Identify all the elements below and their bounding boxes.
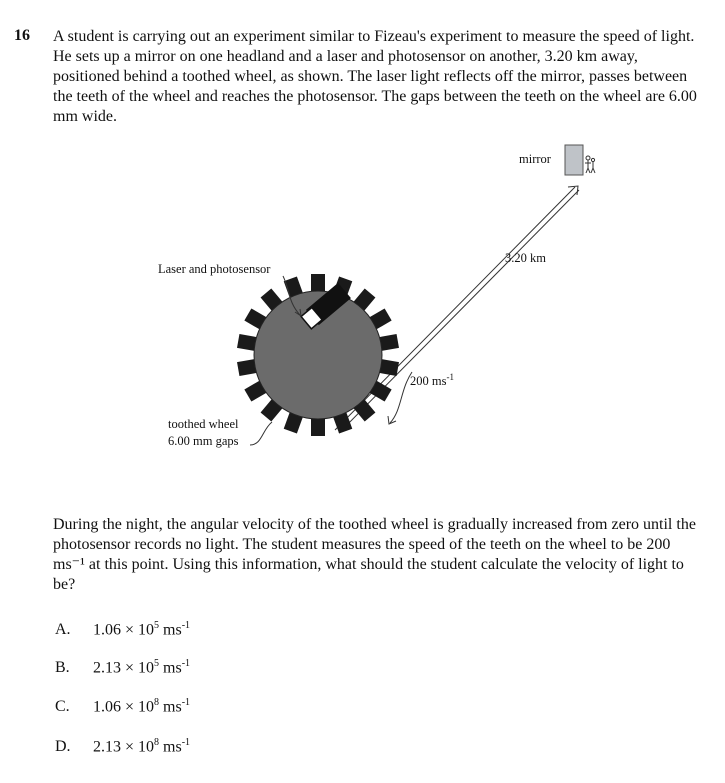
distance-label: 3.20 km	[505, 251, 546, 265]
option-unit-exponent: -1	[181, 658, 191, 669]
option-letter: C.	[55, 698, 70, 716]
option-a[interactable]	[55, 620, 190, 639]
speed-label: 200 $ms^{-1}$	[410, 372, 454, 388]
light-beam	[335, 187, 579, 433]
option-d[interactable]	[55, 737, 190, 756]
toothed-wheel	[237, 274, 399, 436]
option-exponent: 8	[154, 737, 160, 748]
option-unit: ms	[159, 621, 182, 639]
option-exponent: 5	[154, 658, 160, 669]
option-b[interactable]	[55, 658, 190, 677]
option-unit: ms	[159, 698, 182, 716]
option-unit-exponent: -1	[181, 620, 191, 631]
option-exponent: 5	[154, 620, 160, 631]
option-unit-exponent: -1	[181, 697, 191, 708]
fizeau-diagram	[0, 135, 725, 515]
rotation-arrow	[390, 372, 412, 423]
question-number: 16	[14, 27, 30, 44]
wheel-label-line2: 6.00 mm gaps	[168, 434, 239, 448]
option-c[interactable]	[55, 697, 190, 716]
option-unit: ms	[159, 659, 182, 677]
option-mantissa: 2.13 × 10	[93, 659, 155, 677]
beam-arrow-head	[568, 186, 578, 195]
wheel-label-line1: toothed wheel	[168, 417, 239, 431]
laser-label: Laser and photosensor	[158, 262, 271, 276]
option-letter: A.	[55, 621, 71, 639]
option-unit: ms	[159, 738, 182, 756]
question-intro: A student is carrying out an experiment similar to Fizeau's experiment to measure the speed of light. He sets up a mirror on one headland and a laser and photosensor on another, 3.20 km away, positioned behind a toothed wheel, as shown. The laser light reflects off the mirror, passes between the teeth of the wheel and reaches the photosensor. The gaps between the teeth on the wheel are 6.00 mm wide.	[53, 28, 697, 125]
option-mantissa: 1.06 × 10	[93, 698, 155, 716]
mirror-label: mirror	[519, 152, 551, 166]
option-mantissa: 1.06 × 10	[93, 621, 155, 639]
option-exponent: 8	[154, 697, 160, 708]
wheel-pointer-arrow	[250, 422, 272, 445]
option-letter: D.	[55, 738, 71, 756]
option-letter: B.	[55, 659, 70, 677]
option-unit-exponent: -1	[181, 737, 191, 748]
option-mantissa: 2.13 × 10	[93, 738, 155, 756]
question-body: During the night, the angular velocity of the toothed wheel is gradually increased from zero until the photosensor records no light. The student measures the speed of the teeth on the wheel to be 200 ms⁻¹ at this point. Using this information, what should the student calculate the velocity of light to be?	[53, 516, 696, 593]
mirror	[565, 145, 583, 175]
person-icon	[585, 156, 595, 173]
